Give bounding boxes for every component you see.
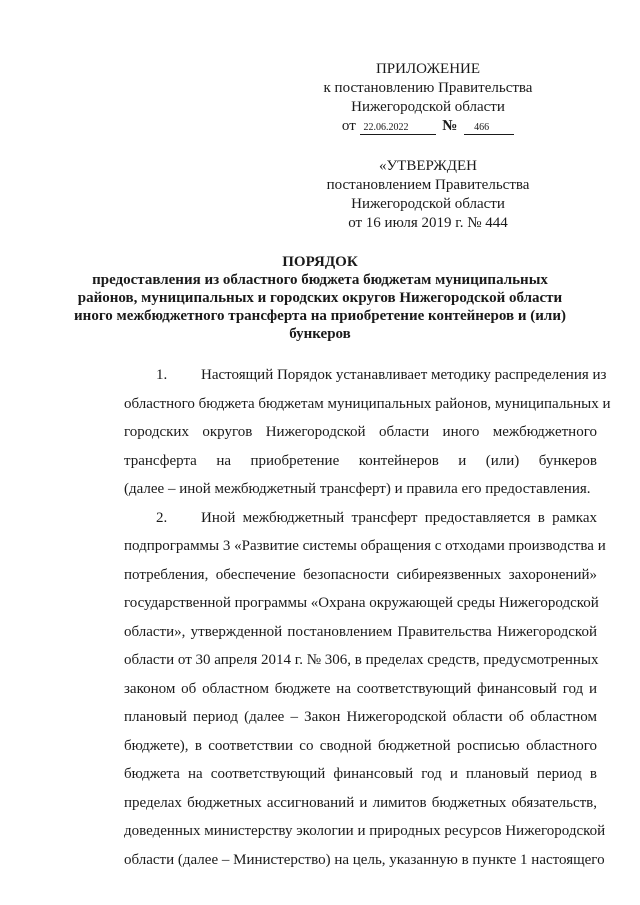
document-title-line: предоставления из областного бюджета бюджетам муниципальных [92,272,548,288]
paragraph-line: трансферта на приобретение контейнеров и (или) бункеров [124,452,597,469]
appendix-date-line [318,117,538,136]
document-title-line: иного межбюджетного трансферта на приобретение контейнеров и (или) [74,308,566,324]
paragraph-line: государственной программы «Охрана окружающей среды Нижегородской [124,595,599,611]
document-title-line: районов, муниципальных и городских округов Нижегородской области [77,290,563,306]
approved-block [318,157,538,233]
document-body [92,361,611,874]
appendix-line-2: Нижегородской области [351,99,505,115]
paragraph-line: плановый период (далее – Закон Нижегородской области об областном [124,709,597,725]
paragraph-1 [92,361,611,504]
paragraph-line: бюджете), в соответствии со сводной бюджетной росписью областного [124,737,597,754]
paragraph-line: пределах бюджетных ассигнований и лимитов бюджетных обязательств, [124,794,597,811]
paragraph-line: законом об областном бюджете на соответствующий финансовый год и [124,680,597,697]
paragraph-line: области (далее – Министерство) на цель, указанную в пункте 1 настоящего [124,851,605,868]
appendix-title: ПРИЛОЖЕНИЕ [375,61,481,77]
paragraph-line: городских округов Нижегородской области иного межбюджетного [124,424,597,440]
paragraph-line: бюджета на соответствующий финансовый год и плановый период в [124,766,597,782]
approved-line-3: от 16 июля 2019 г. № 444 [348,215,508,231]
appendix-date-value: 22.06.2022 [360,122,436,135]
paragraph-line: подпрограммы 3 «Развитие системы обращения с отходами производства и [124,538,606,554]
appendix-block [318,60,538,136]
document-title [70,253,570,343]
document-title-line: бункеров [289,326,351,342]
paragraph-line: (далее – иной межбюджетный трансферт) и правила его предоставления. [124,481,591,497]
paragraph-line: областного бюджета бюджетам муниципальных районов, муниципальных и [124,395,611,412]
paragraph-number: 1. [156,367,168,383]
approved-line-1: постановлением Правительства [326,177,530,193]
appendix-number-value: 466 [464,122,514,135]
paragraph-2 [92,504,606,875]
paragraph-line: 1. Настоящий Порядок устанавливает методику распределения из [92,361,597,390]
paragraph-line: доведенных министерству экологии и природных ресурсов Нижегородской [124,823,606,839]
paragraph-number: 2. [156,509,168,526]
document-heading: ПОРЯДОК [282,254,358,270]
paragraph-line: потребления, обеспечение безопасности сибиреязвенных захоронений» [124,566,597,583]
appendix-number-sign: № [442,118,458,134]
paragraph-line: 2. Иной межбюджетный трансферт предоставляется в рамках [92,504,597,533]
approved-title: «УТВЕРЖДЕН [379,158,477,174]
approved-line-2: Нижегородской области [351,196,505,212]
appendix-date-prefix: от [341,118,356,134]
paragraph-line: области», утвержденной постановлением Правительства Нижегородской [124,623,597,640]
paragraph-line: области от 30 апреля 2014 г. № 306, в пределах средств, предусмотренных [124,652,599,668]
appendix-line-1: к постановлению Правительства [323,80,533,96]
